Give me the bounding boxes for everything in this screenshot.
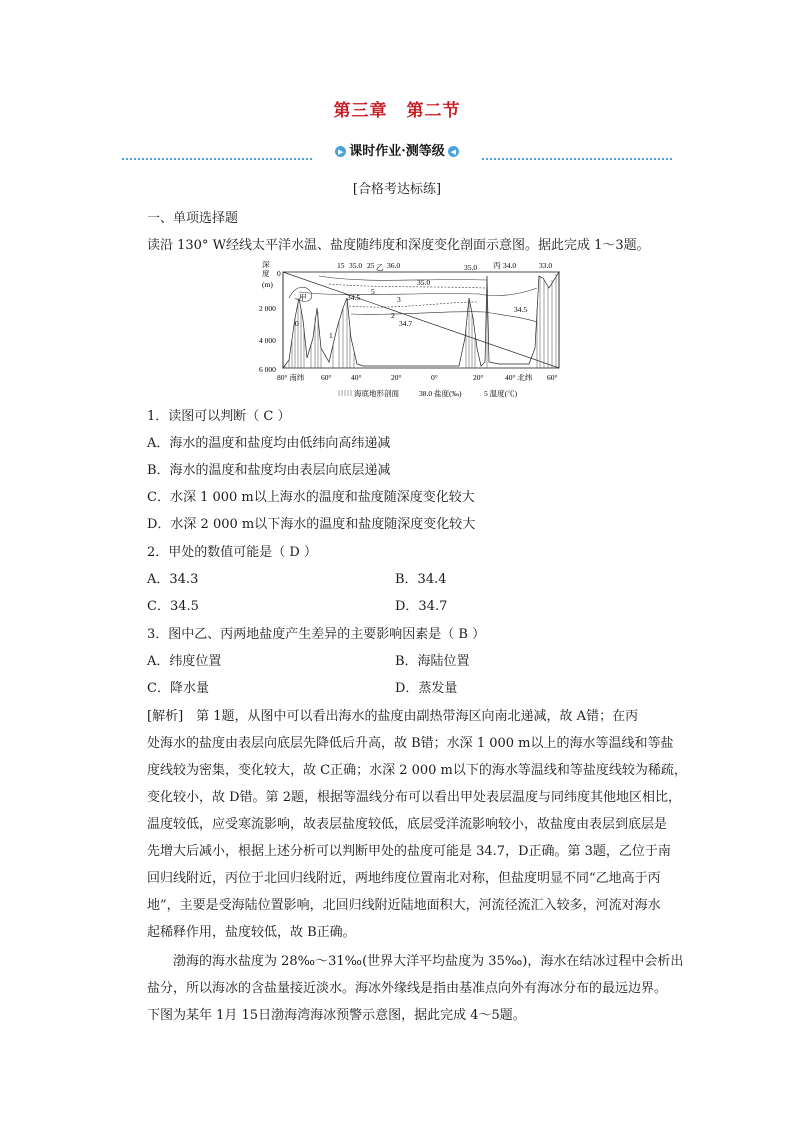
isolines xyxy=(289,276,537,322)
top-label-33-0: 33.0 xyxy=(539,261,553,270)
q1-stem: 1．读图可以判断（ C ） xyxy=(147,409,291,424)
label-jia: 甲 xyxy=(299,293,307,302)
q2-option-b: B．34.4 xyxy=(395,572,447,587)
seafloor-hatching xyxy=(285,274,556,368)
passage-line-1: 渤海的海水盐度为 28‰～31‰(世界大洋平均盐度为 35‰)，海水在结冰过程中会析出 xyxy=(173,954,684,969)
level-tag: [合格考达标练] xyxy=(352,182,442,197)
y-tick-0: 0 xyxy=(277,269,281,278)
q2-option-d: D．34.7 xyxy=(395,599,448,614)
analysis-line-3: 度线较为密集，变化较大，故 C正确；水深 2 000 m以下的海水等温线和等盐度线较为稀疏， xyxy=(147,763,687,778)
y-axis-title-2: 度 xyxy=(262,269,270,278)
y-tick-2000: 2 000 xyxy=(259,304,276,313)
section-label: 第二节 xyxy=(406,101,461,121)
iso-label-2: 2 xyxy=(391,311,395,320)
q2-stem: 2．甲处的数值可能是（ D ） xyxy=(147,545,317,560)
y-tick-4000: 4 000 xyxy=(259,336,276,345)
top-label-35-0: 35.0 xyxy=(349,261,363,270)
q1-option-c: C．水深 1 000 m以上海水的温度和盐度随深度变化较大 xyxy=(147,490,475,505)
x-tick-20n: 20° xyxy=(473,373,484,382)
y-axis-title-1: 深 xyxy=(262,260,270,269)
passage-line-2: 盐分，所以海冰的含盐量接近淡水。海冰外缘线是指由基准点向外有海冰分布的最远边界。 xyxy=(147,981,668,996)
subtitle-text: 课时作业·测等级 xyxy=(349,144,445,159)
legend-salinity: 38.0 盐度(‰) xyxy=(419,389,462,398)
q1-option-a: A．海水的温度和盐度均由低纬向高纬递减 xyxy=(147,436,391,451)
part-title: 一、单项选择题 xyxy=(147,211,239,226)
legend-seafloor-swatch xyxy=(339,390,351,396)
top-label-35-0-right: 35.0 xyxy=(464,263,478,272)
x-tick-20s: 20° xyxy=(391,373,402,382)
top-label-34-0: 34.0 xyxy=(503,261,517,270)
iso-label-34-7: 34.7 xyxy=(399,319,413,328)
chapter-label: 第三章 xyxy=(333,101,388,121)
y-axis-unit: (m) xyxy=(262,280,273,289)
q2-option-a: A．34.3 xyxy=(147,572,199,587)
q1-option-b: B．海水的温度和盐度均由表层向底层递减 xyxy=(147,463,391,478)
label-bing: 丙 xyxy=(493,261,501,270)
analysis-line-1: [解析] 第 1题，从图中可以看出海水的盐度由副热带海区向南北递减，故 A错；在丙 xyxy=(147,709,639,724)
top-label-25: 25 xyxy=(367,261,375,270)
play-right-icon: ▶ xyxy=(335,146,346,157)
subtitle xyxy=(312,140,482,159)
q3-stem: 3．图中乙、丙两地盐度产生差异的主要影响因素是（ B ） xyxy=(147,627,486,642)
analysis-line-4: 变化较小，故 D错。第 2题，根据等温线分布可以看出甲处表层温度与同纬度其他地区相比， xyxy=(147,790,681,805)
legend-temperature: 5 温度(℃) xyxy=(484,389,518,398)
q3-option-c: C．降水量 xyxy=(147,681,209,696)
analysis-line-6: 先增大后减小，根据上述分析可以判断甲处的盐度可能是 34.7，D正确。第 3题，乙位于南 xyxy=(147,844,671,859)
iso-label-1: 1 xyxy=(329,331,333,340)
x-tick-40s: 40° xyxy=(351,373,362,382)
x-tick-0: 0° xyxy=(431,373,438,382)
dotted-divider-right xyxy=(482,158,672,160)
iso-label-35-0: 35.0 xyxy=(417,278,431,287)
x-tick-60n: 60° xyxy=(547,373,558,382)
iso-label-3: 3 xyxy=(397,295,401,304)
q3-option-a: A．纬度位置 xyxy=(147,654,222,669)
ocean-profile-figure xyxy=(259,258,569,403)
question-intro: 读沿 130° W经线太平洋水温、盐度随纬度和深度变化剖面示意图。据此完成 1～3题。 xyxy=(147,238,650,253)
analysis-line-8: 地”，主要是受海陆位置影响，北回归线附近陆地面积大，河流径流汇入较多，河流对海水 xyxy=(147,898,661,913)
iso-label-34-5-right: 34.5 xyxy=(514,305,528,314)
q2-option-c: C．34.5 xyxy=(147,599,199,614)
dotted-divider-left xyxy=(122,158,312,160)
passage-line-3: 下图为某年 1月 15日渤海湾海冰预警示意图，据此完成 4～5题。 xyxy=(147,1008,526,1023)
analysis-line-7: 回归线附近，丙位于北回归线附近，两地纬度位置南北对称，但盐度明显不同“乙地高于丙 xyxy=(147,871,661,886)
label-yi: 乙 xyxy=(376,263,384,272)
iso-label-0: 0 xyxy=(295,319,299,328)
iso-label-5: 5 xyxy=(371,287,375,296)
analysis-line-2: 处海水的盐度由表层向底层先降低后升高，故 B错；水深 1 000 m以上的海水等温线和等盐 xyxy=(147,736,674,751)
q3-option-d: D．蒸发量 xyxy=(395,681,458,696)
play-left-icon: ◀ xyxy=(448,146,459,157)
iso-label-34-5: 34.5 xyxy=(347,293,361,302)
analysis-line-9: 起稀释作用，盐度较低，故 B正确。 xyxy=(147,925,356,940)
subtitle-bar xyxy=(122,140,672,158)
top-label-36-0: 36.0 xyxy=(387,261,401,270)
analysis-line-5: 温度较低，应受寒流影响，故表层盐度较低，底层受洋流影响较小，故盐度由表层到底层是 xyxy=(147,817,668,832)
top-label-15: 15 xyxy=(337,261,345,270)
y-tick-6000: 6 000 xyxy=(259,365,276,374)
chapter-title xyxy=(0,96,794,121)
x-tick-60s: 60° xyxy=(321,373,332,382)
legend-seafloor: 海底地形剖面 xyxy=(354,389,399,398)
q3-option-b: B．海陆位置 xyxy=(395,654,470,669)
x-tick-40n: 40° 北纬 xyxy=(505,373,533,382)
x-tick-80s: 80° 南纬 xyxy=(277,373,305,382)
q1-option-d: D．水深 2 000 m以下海水的温度和盐度随深度变化较大 xyxy=(147,517,476,532)
